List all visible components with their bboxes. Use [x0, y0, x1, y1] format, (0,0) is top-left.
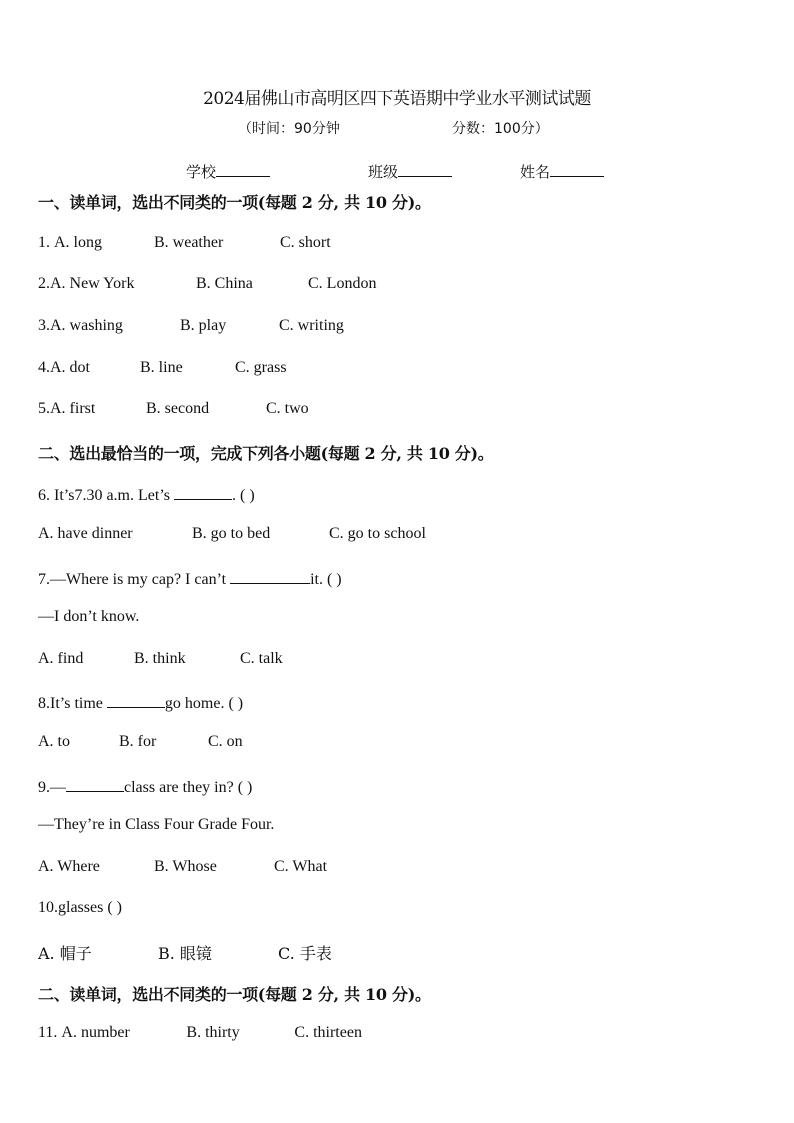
question-text: 6. It’s7.30 a.m. Let’s — [38, 487, 174, 504]
option-a: A. washing — [50, 317, 123, 334]
option-a: A. 帽子 — [38, 944, 92, 963]
question-2 — [38, 275, 376, 293]
question-text-end: class are they in? ( ) — [124, 779, 253, 796]
question-6-options — [38, 525, 426, 543]
option-b: B. play — [180, 317, 227, 334]
question-8-options — [38, 733, 243, 751]
question-11 — [38, 1024, 362, 1042]
question-number: 11. — [38, 1024, 62, 1041]
option-c: C. short — [280, 234, 331, 251]
option-c: C. writing — [279, 317, 344, 334]
option-a: A. number — [61, 1024, 130, 1041]
school-blank[interactable] — [216, 160, 270, 177]
option-b: B. weather — [154, 234, 224, 251]
question-text-end: . ( ) — [231, 487, 255, 504]
option-c: C. go to school — [329, 525, 426, 542]
name-field — [520, 160, 604, 182]
question-1 — [38, 234, 331, 252]
question-5 — [38, 400, 309, 418]
question-8 — [38, 691, 243, 713]
name-label: 姓名 — [520, 163, 551, 181]
option-c: C. What — [274, 858, 328, 875]
question-4 — [38, 359, 287, 377]
option-b: B. think — [134, 650, 186, 667]
class-label: 班级 — [368, 163, 399, 181]
question-10-options — [38, 941, 332, 964]
option-a: A. find — [38, 650, 84, 667]
question-9-reply: —They’re in Class Four Grade Four. — [38, 816, 275, 833]
answer-blank[interactable] — [107, 691, 165, 708]
option-a: A. have dinner — [38, 525, 133, 542]
option-a: A. to — [38, 733, 70, 750]
option-b: B. 眼镜 — [158, 944, 212, 963]
class-field — [368, 160, 452, 182]
option-c: C. on — [208, 733, 243, 750]
question-text-end: it. ( ) — [310, 571, 342, 588]
school-label: 学校 — [186, 163, 217, 181]
question-text: 7.—Where is my cap? I can’t — [38, 571, 231, 588]
page-title: 2024届佛山市高明区四下英语期中学业水平测试试题 — [203, 89, 591, 109]
question-number: 4. — [38, 359, 50, 376]
question-7-options — [38, 650, 283, 668]
option-b: B. Whose — [154, 858, 217, 875]
answer-blank[interactable] — [174, 483, 232, 500]
answer-blank[interactable] — [66, 775, 124, 792]
option-a: A. dot — [50, 359, 90, 376]
question-7-reply: —I don’t know. — [38, 608, 140, 625]
question-text: 9.— — [38, 779, 66, 796]
option-c: C. London — [308, 275, 377, 292]
option-c: C. two — [266, 400, 309, 417]
question-7 — [38, 567, 342, 589]
question-text-end: go home. ( ) — [164, 695, 244, 712]
question-number: 5. — [38, 400, 50, 417]
option-b: B. line — [140, 359, 183, 376]
option-b: B. China — [196, 275, 253, 292]
question-number: 3. — [38, 317, 50, 334]
option-b: B. second — [146, 400, 210, 417]
question-9-options — [38, 858, 327, 876]
option-a: A. long — [54, 234, 102, 251]
question-text: 8.It’s time — [38, 695, 107, 712]
school-field — [186, 160, 270, 182]
question-6 — [38, 483, 255, 505]
option-c: C. 手表 — [278, 944, 332, 963]
option-c: C. thirteen — [294, 1024, 362, 1041]
option-c: C. talk — [240, 650, 283, 667]
option-b: B. go to bed — [192, 525, 271, 542]
question-number: 1. — [38, 234, 54, 251]
option-a: A. New York — [50, 275, 135, 292]
question-3 — [38, 317, 344, 335]
section-3-heading: 二、读单词，选出不同类的一项(每题 2 分, 共 10 分)。 — [38, 985, 431, 1004]
answer-blank[interactable] — [230, 567, 310, 584]
name-blank[interactable] — [550, 160, 604, 177]
option-a: A. Where — [38, 858, 100, 875]
exam-score: 分数：100分） — [452, 121, 549, 137]
exam-time: （时间：90分钟 — [238, 121, 340, 137]
section-1-heading: 一、读单词，选出不同类的一项(每题 2 分, 共 10 分)。 — [38, 193, 431, 212]
option-b: B. for — [119, 733, 157, 750]
option-a: A. first — [50, 400, 96, 417]
question-9 — [38, 775, 252, 797]
section-2-heading: 二、选出最恰当的一项，完成下列各小题(每题 2 分, 共 10 分)。 — [38, 444, 494, 463]
option-b: B. thirty — [186, 1024, 240, 1041]
question-10: 10.glasses ( ) — [38, 899, 122, 916]
question-number: 2. — [38, 275, 50, 292]
option-c: C. grass — [235, 359, 287, 376]
class-blank[interactable] — [398, 160, 452, 177]
